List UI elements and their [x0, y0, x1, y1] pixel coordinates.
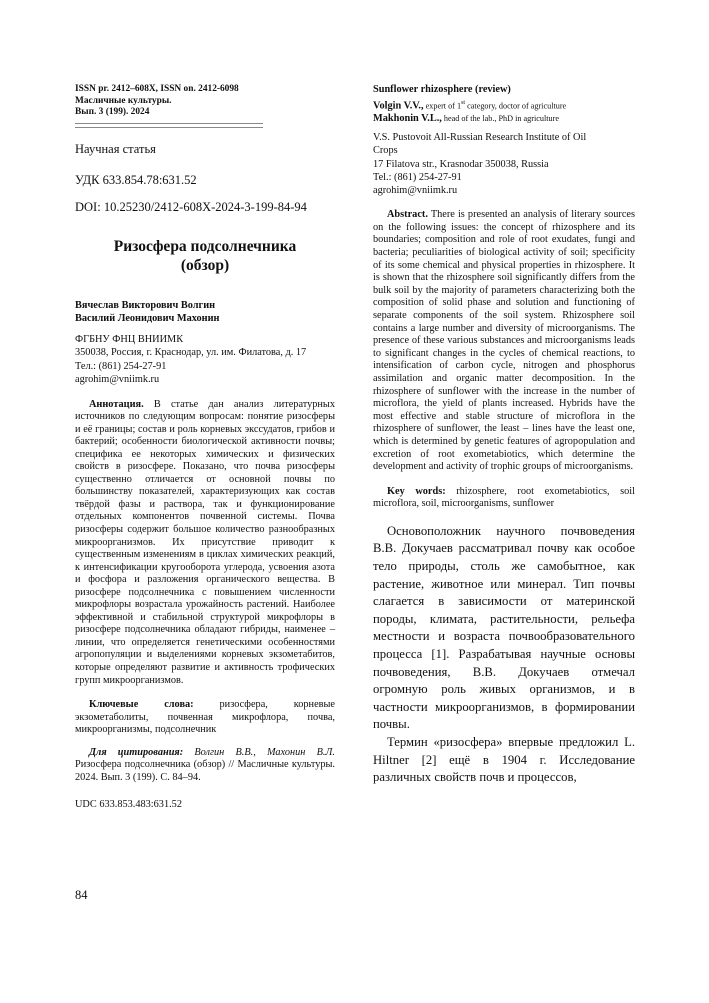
author-rank: expert of 1 — [423, 101, 462, 111]
title-line: (обзор) — [180, 256, 230, 274]
keywords-ru — [75, 699, 335, 737]
affiliation-line: 350038, Россия, г. Краснодар, ул. им. Филатова, д. 17 — [75, 347, 307, 359]
citation-text: Ризосфера подсолнечника (обзор) // Масличные культуры. 2024. Вып. 3 (199). С. 84–94. — [75, 759, 335, 784]
abstract-text: В статье дан анализ литературных источников по следующим вопросам: понятие ризосферы и её границы; состав и роль корневых экссудатов, грибов и бактерий; особенности биологической активности почвы; специфика ее некоторых химических и физических свойств в ризосфере. Показано, что почва ризосферы существенно отличается от основной почвы по большинству показателей, характеризующих как состав твёрдой фазы и раствора, так и функционирование отдельных компонентов почвенной системы. Почва ризосферы содержит большое количество разнообразных микроорганизмов. Их присутствие приводит к существенным изменениям в циклах химических реакций, к интенсификации кругооборота углерода, усвоения азота и фосфора и разложения органического вещества. В ризосфере подсолнечника с повышением численности микрофлоры возрастала урожайность растений. Наиболее эффективной и стабильной структурой микрофлоры в ризосфере подсолнечника обладают гибриды, наименее – линии, что определяется генетическими особенностями агропопуляции и выделениями корневых экзометабитов, которые определяют развитие и активность трофических групп микроорганизмов. — [75, 398, 335, 686]
journal-name: Масличные культуры. — [75, 95, 172, 106]
doi: DOI: 10.25230/2412-608X-2024-3-199-84-94 — [75, 199, 307, 214]
body-paragraph: Термин «ризосфера» впервые предложил L. Hiltner [2] ещё в 1904 г. Исследование различных свойств почв и процессов, — [373, 735, 635, 785]
title-line: Ризосфера подсолнечника — [113, 237, 297, 255]
author-name: Makhonin V.L., — [373, 112, 442, 124]
header-rule — [75, 127, 263, 128]
udc-code: UDC 633.853.483:631.52 — [75, 798, 182, 810]
issn-line: ISSN pr. 2412–608X, ISSN on. 2412-6098 — [75, 84, 239, 94]
abstract-label: Аннотация. — [89, 398, 144, 410]
affiliation-ru — [75, 333, 335, 387]
keywords-label: Ключевые слова: — [89, 699, 194, 711]
keywords-en — [373, 486, 635, 511]
author-name: Василий Леонидович Махонин — [75, 312, 220, 324]
affiliation-email: agrohim@vniimk.ru — [373, 185, 458, 197]
author-en — [373, 113, 635, 126]
citation-authors: Волгин В.В., Махонин В.Л. — [183, 746, 335, 758]
article-title-en: Sunflower rhizosphere (review) — [373, 84, 511, 95]
right-column — [373, 84, 635, 787]
issue-line: Вып. 3 (199). 2024 — [75, 107, 150, 117]
affiliation-email: agrohim@vniimk.ru — [75, 374, 160, 386]
affiliation-line: V.S. Pustovoit All-Russian Research Institute of Oil — [373, 132, 587, 144]
article-type: Научная статья — [75, 141, 156, 156]
left-column — [75, 84, 335, 810]
affiliation-line: 17 Filatova str., Krasnodar 350038, Russia — [373, 158, 549, 170]
article-title-ru — [75, 237, 335, 275]
abstract-label: Abstract. — [387, 209, 428, 221]
abstract-ru — [75, 399, 335, 688]
affiliation-line: Тел.: (861) 254-27-91 — [75, 360, 167, 372]
author-en — [373, 97, 635, 113]
author-rank: head of the lab., PhD in agriculture — [441, 113, 559, 123]
affiliation-en — [373, 131, 635, 197]
affiliation-line: ФГБНУ ФНЦ ВНИИМК — [75, 333, 184, 345]
author-rank: category, doctor of agriculture — [465, 101, 567, 111]
keywords-text: ризосфера, корневые экзометаболиты, почвенная микрофлора, почва, микроорганизмы, подсолнечник — [75, 699, 335, 736]
citation — [75, 747, 335, 785]
keywords-label: Key words: — [387, 485, 446, 497]
header-rules — [75, 123, 335, 128]
body-paragraph: Основоположник научного почвоведения В.В. Докучаев рассматривал почву как особое тело природы, столь же самобытное, как растение, животное или минерал. Тип почвы слагается в зависимости от материнской породы, климата, растительности, рельефа местности и возраста почвообразовательного процесса [1]. Разрабатывая научные основы почвоведения, В.В. Докучаев отмечал огромную роль живых организмов, и в частности микроорганизмов, в формировании почвы. — [373, 523, 635, 732]
citation-label: Для цитирования: — [89, 746, 184, 758]
authors-ru — [75, 299, 335, 325]
abstract-en — [373, 209, 635, 473]
udk-code: УДК 633.854.78:631.52 — [75, 172, 197, 187]
author-name: Volgin V.V., — [373, 100, 424, 112]
author-name: Вячеслав Викторович Волгин — [75, 299, 216, 311]
affiliation-line: Crops — [373, 145, 398, 157]
header-rule — [75, 123, 263, 124]
keywords-text: rhizosphere, root exometabiotics, soil microflora, soil, microorganisms, sunflower — [373, 485, 635, 510]
page-number: 84 — [75, 888, 88, 902]
author-rank-sup: st — [461, 99, 466, 106]
affiliation-line: Tel.: (861) 254-27-91 — [373, 171, 462, 183]
abstract-text: There is presented an analysis of literary sources on the following issues: the concept of rhizosphere and its boundaries; composition and role of root exudates, fungi and bacteria; peculiarities of biological activity of soil; specificity of its some chemical and physical properties in rhizosphere. It is shown that the rhizosphere soil significantly differs from the bulk soil by the majority of parameters characterizing both the composition of solid phase and solution and functioning of separate components of the soil system. Rhizosphere soil contains a large number and diversity of microorganisms. The presence of these various substances and microorganisms leads to significant changes in the cycles of chemical reactions, to intensification of carbon cycle, nitrogen and phosphorus assimilation and organic matter decomposition. In the rhizosphere of sunflower with the increase in the number of microflora, the yield of plants increased. Hybrids have the most effective and stable structure of microflora in the rhizosphere of sunflower, the least – lines have the least one, which is determined by genetic features of agropopulation and excretion of root exometabiotics, which determine the development and activity of trophic groups of microorganisms. — [373, 209, 635, 473]
